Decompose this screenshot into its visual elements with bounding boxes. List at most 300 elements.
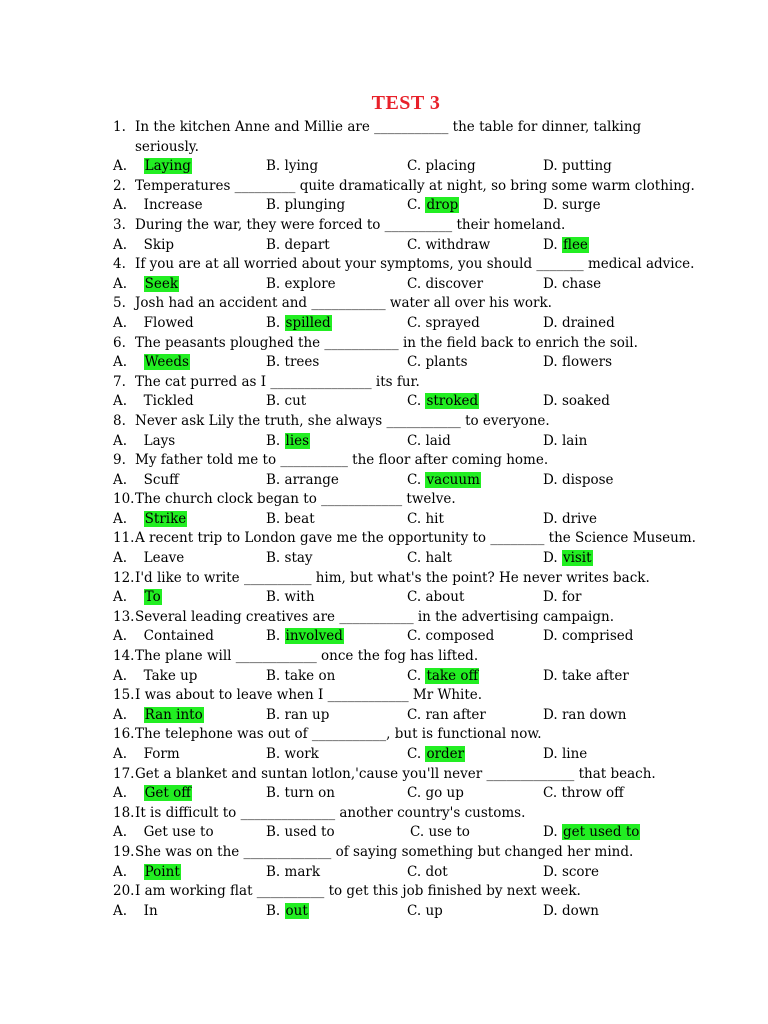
options-row xyxy=(113,236,763,256)
option-letter: D. xyxy=(543,667,558,684)
question-number: 2. xyxy=(113,177,126,194)
option-text: soaked xyxy=(561,393,610,410)
option-letter: B. xyxy=(266,863,281,880)
answer-option xyxy=(266,706,329,726)
option-text: In xyxy=(143,902,158,919)
answer-option xyxy=(266,588,315,608)
option-letter: C. xyxy=(407,275,422,292)
correct-answer: Seek xyxy=(144,275,179,292)
option-text: Form xyxy=(143,746,180,762)
answer-option xyxy=(543,627,633,647)
question-number: 16. xyxy=(113,726,135,743)
option-text: Lays xyxy=(143,432,176,449)
option-letter: B. xyxy=(266,785,281,802)
option-text: Skip xyxy=(143,236,175,253)
option-letter: C. xyxy=(407,510,422,527)
option-letter: D. xyxy=(543,628,558,645)
question-text: Temperatures _________ quite dramatically at night, so bring some warm clothing. xyxy=(135,177,695,194)
option-text: Take up xyxy=(143,667,198,684)
option-letter: B. xyxy=(266,314,281,331)
option-text: halt xyxy=(425,550,452,567)
option-letter: D. xyxy=(543,550,558,567)
option-text: mark xyxy=(284,863,320,880)
question-number: 5. xyxy=(113,295,126,312)
option-text: throw off xyxy=(561,785,624,802)
option-letter: A. xyxy=(113,393,128,410)
question-text: During the war, they were forced to __________ their homeland. xyxy=(135,216,566,233)
answer-option xyxy=(266,432,310,452)
answer-option xyxy=(113,471,179,491)
options-row xyxy=(113,353,763,373)
answer-option xyxy=(407,196,459,216)
option-text: use to xyxy=(428,824,470,841)
option-text: used to xyxy=(284,824,335,841)
question-number: 4. xyxy=(113,256,126,273)
question-text: I am working flat __________ to get this job finished by next week. xyxy=(135,883,581,900)
answer-option xyxy=(407,471,481,491)
question-text: If you are at all worried about your symptoms, you should _______ medical advice. xyxy=(135,256,695,273)
answer-option xyxy=(266,510,315,530)
option-letter: A. xyxy=(113,863,128,880)
option-letter: B. xyxy=(266,902,281,919)
answer-option xyxy=(113,588,162,608)
question-row xyxy=(113,647,763,667)
answer-option xyxy=(113,275,179,295)
options-row xyxy=(113,627,763,647)
answer-option xyxy=(407,510,444,530)
option-letter: B. xyxy=(266,236,281,253)
correct-answer: Ran into xyxy=(144,706,203,723)
correct-answer: To xyxy=(144,589,161,606)
option-text: take on xyxy=(284,667,336,684)
correct-answer: vacuum xyxy=(426,471,480,488)
answer-option xyxy=(113,510,187,530)
answer-option xyxy=(407,667,479,687)
question-text: Never ask Lily the truth, she always ___________ to everyone. xyxy=(135,412,550,429)
question-row xyxy=(113,118,763,138)
correct-answer: flee xyxy=(562,236,588,253)
options-row xyxy=(113,510,763,530)
answer-option xyxy=(543,510,597,530)
question-text: The church clock began to ____________ twelve. xyxy=(135,491,456,508)
correct-answer: order xyxy=(426,746,465,762)
question-number: 3. xyxy=(113,216,126,233)
answer-option xyxy=(266,392,306,412)
option-letter: D. xyxy=(543,393,558,410)
correct-answer: drop xyxy=(426,197,459,214)
option-text: with xyxy=(284,589,315,606)
question-text: seriously. xyxy=(135,138,199,155)
correct-answer: Laying xyxy=(144,158,191,175)
question-text: Several leading creatives are ___________ in the advertising campaign. xyxy=(135,608,614,625)
answer-option xyxy=(266,275,336,295)
option-letter: D. xyxy=(543,824,558,841)
answer-option xyxy=(543,588,582,608)
answer-option xyxy=(407,236,490,256)
answer-option xyxy=(543,432,587,452)
option-text: plants xyxy=(425,354,468,371)
options-row xyxy=(113,392,763,412)
option-letter: B. xyxy=(266,667,281,684)
option-text: arrange xyxy=(284,471,339,488)
question-row xyxy=(113,608,763,628)
correct-answer: stroked xyxy=(426,393,479,410)
option-text: score xyxy=(561,863,599,880)
page-title: TEST 3 xyxy=(371,92,441,114)
option-text: lain xyxy=(561,432,588,449)
answer-option xyxy=(266,236,330,256)
option-letter: B. xyxy=(266,393,281,410)
option-letter: C. xyxy=(407,589,422,606)
answer-option xyxy=(543,745,587,765)
options-row xyxy=(113,588,763,608)
options-row xyxy=(113,275,763,295)
option-letter: D. xyxy=(543,746,558,762)
option-text: about xyxy=(425,589,465,606)
options-row xyxy=(113,432,763,452)
correct-answer: Point xyxy=(144,863,180,880)
answer-option xyxy=(113,392,194,412)
option-text: placing xyxy=(425,158,476,175)
question-text: My father told me to __________ the floor after coming home. xyxy=(135,452,549,469)
option-letter: A. xyxy=(113,471,128,488)
option-letter: A. xyxy=(113,746,128,762)
answer-option xyxy=(113,627,214,647)
option-letter: D. xyxy=(543,471,558,488)
answer-option xyxy=(266,549,313,569)
question-number: 18. xyxy=(113,804,135,821)
option-letter: B. xyxy=(266,275,281,292)
option-text: line xyxy=(561,746,588,762)
options-row xyxy=(113,549,763,569)
answer-option xyxy=(113,706,204,726)
option-letter: B. xyxy=(266,824,281,841)
option-text: Tickled xyxy=(143,393,194,410)
option-letter: D. xyxy=(543,863,558,880)
option-letter: D. xyxy=(543,354,558,371)
question-row xyxy=(113,373,763,393)
question-row xyxy=(113,490,763,510)
option-text: cut xyxy=(284,393,307,410)
option-letter: A. xyxy=(113,197,128,214)
option-letter: A. xyxy=(113,432,128,449)
question-number: 1. xyxy=(113,119,126,135)
question-number: 13. xyxy=(113,608,135,625)
option-letter: D. xyxy=(543,197,558,214)
option-letter: C. xyxy=(407,314,422,331)
answer-option xyxy=(113,432,175,452)
question-number: 12. xyxy=(113,569,135,586)
question-text: Get a blanket and suntan lotlon,'cause you'll never _____________ that beach. xyxy=(135,765,656,782)
question-row xyxy=(113,843,763,863)
question-number: 19. xyxy=(113,843,135,860)
option-letter: D. xyxy=(543,314,558,331)
option-letter: C. xyxy=(407,863,422,880)
option-text: trees xyxy=(284,354,320,371)
option-text: laid xyxy=(425,432,451,449)
option-letter: C. xyxy=(407,432,422,449)
options-row xyxy=(113,863,763,883)
answer-option xyxy=(407,392,479,412)
option-text: go up xyxy=(425,785,464,802)
option-text: Contained xyxy=(143,628,214,645)
option-letter: B. xyxy=(266,158,281,175)
options-row xyxy=(113,745,763,765)
options-row xyxy=(113,823,763,843)
question-row xyxy=(113,255,763,275)
option-text: beat xyxy=(284,510,315,527)
option-letter: C. xyxy=(407,706,422,723)
question-row xyxy=(113,804,763,824)
question-number: 15. xyxy=(113,687,135,704)
correct-answer: visit xyxy=(562,550,592,567)
question-text: Josh had an accident and ___________ water all over his work. xyxy=(135,295,552,312)
answer-option xyxy=(543,353,612,373)
answer-option xyxy=(543,392,610,412)
answer-option xyxy=(543,823,640,843)
option-letter: C. xyxy=(410,824,425,841)
correct-answer: Weeds xyxy=(144,354,189,371)
correct-answer: Strike xyxy=(144,510,187,527)
option-text: ran after xyxy=(425,706,486,723)
option-text: drained xyxy=(561,314,615,331)
question-number: 8. xyxy=(113,412,126,429)
option-letter: C. xyxy=(407,667,422,684)
question-text: It is difficult to ______________ another country's customs. xyxy=(135,804,526,821)
option-letter: A. xyxy=(113,510,128,527)
option-letter: A. xyxy=(113,550,128,567)
option-text: ran up xyxy=(284,706,330,723)
answer-option xyxy=(113,863,181,883)
option-text: take after xyxy=(561,667,629,684)
question-list xyxy=(113,118,763,921)
option-text: Leave xyxy=(143,550,185,567)
correct-answer: Get off xyxy=(144,785,191,802)
answer-option xyxy=(113,667,197,687)
option-letter: D. xyxy=(543,902,558,919)
options-row xyxy=(113,706,763,726)
option-letter: A. xyxy=(113,628,128,645)
answer-option xyxy=(113,745,180,765)
option-letter: C. xyxy=(407,354,422,371)
answer-option xyxy=(407,157,476,177)
answer-option xyxy=(543,236,589,256)
option-text: up xyxy=(425,902,443,919)
option-letter: B. xyxy=(266,628,281,645)
question-row xyxy=(113,216,763,236)
option-letter: D. xyxy=(543,706,558,723)
question-text: The cat purred as I _______________ its fur. xyxy=(135,373,420,390)
answer-option xyxy=(266,784,335,804)
answer-option xyxy=(266,314,332,334)
options-row xyxy=(113,902,763,922)
answer-option xyxy=(407,784,464,804)
options-row xyxy=(113,667,763,687)
option-text: Increase xyxy=(143,197,203,214)
option-letter: A. xyxy=(113,354,128,371)
answer-option xyxy=(543,314,615,334)
question-number: 14. xyxy=(113,648,135,665)
answer-option xyxy=(266,471,339,491)
option-text: explore xyxy=(284,275,336,292)
option-letter: C. xyxy=(407,902,422,919)
options-row xyxy=(113,471,763,491)
answer-option xyxy=(113,314,194,334)
question-row xyxy=(113,412,763,432)
option-text: comprised xyxy=(561,628,634,645)
option-letter: C. xyxy=(407,471,422,488)
option-letter: D. xyxy=(543,589,558,606)
answer-option xyxy=(407,432,451,452)
option-text: discover xyxy=(425,275,484,292)
options-row xyxy=(113,784,763,804)
option-letter: C. xyxy=(407,785,422,802)
question-row xyxy=(113,334,763,354)
question-row xyxy=(113,138,763,158)
answer-option xyxy=(407,745,465,765)
option-letter: B. xyxy=(266,471,281,488)
correct-answer: out xyxy=(285,902,308,919)
option-text: surge xyxy=(561,197,601,214)
answer-option xyxy=(543,196,601,216)
answer-option xyxy=(407,314,480,334)
option-letter: C. xyxy=(407,746,422,762)
answer-option xyxy=(407,863,448,883)
option-letter: A. xyxy=(113,275,128,292)
option-text: down xyxy=(561,902,599,919)
question-number: 17. xyxy=(113,765,135,782)
option-text: composed xyxy=(425,628,495,645)
option-text: dot xyxy=(425,863,448,880)
option-text: for xyxy=(561,589,582,606)
answer-option xyxy=(543,863,599,883)
answer-option xyxy=(543,706,626,726)
answer-option xyxy=(113,823,214,843)
answer-option xyxy=(266,667,335,687)
option-text: ran down xyxy=(561,706,627,723)
answer-option xyxy=(407,549,452,569)
question-text: She was on the _____________ of saying something but changed her mind. xyxy=(135,843,634,860)
answer-option xyxy=(113,902,158,922)
question-number: 7. xyxy=(113,373,126,390)
option-letter: A. xyxy=(113,824,128,841)
question-row xyxy=(113,569,763,589)
options-row xyxy=(113,196,763,216)
option-letter: C. xyxy=(407,628,422,645)
answer-option xyxy=(543,667,629,687)
answer-option xyxy=(266,353,319,373)
option-letter: C. xyxy=(543,785,558,802)
option-letter: D. xyxy=(543,236,558,253)
correct-answer: spilled xyxy=(285,314,331,331)
answer-option xyxy=(543,784,624,804)
answer-option xyxy=(113,236,174,256)
options-row xyxy=(113,314,763,334)
answer-option xyxy=(407,275,483,295)
option-letter: B. xyxy=(266,550,281,567)
options-row xyxy=(113,157,763,177)
answer-option xyxy=(113,353,190,373)
correct-answer: lies xyxy=(285,432,310,449)
answer-option xyxy=(113,196,203,216)
option-letter: A. xyxy=(113,314,128,331)
question-row xyxy=(113,177,763,197)
option-letter: A. xyxy=(113,236,128,253)
option-letter: A. xyxy=(113,902,128,919)
option-text: stay xyxy=(284,550,313,567)
question-text: In the kitchen Anne and Millie are ___________ the table for dinner, talking xyxy=(135,119,642,135)
option-letter: C. xyxy=(407,393,422,410)
question-row xyxy=(113,529,763,549)
option-letter: B. xyxy=(266,354,281,371)
question-text: A recent trip to London gave me the opportunity to ________ the Science Museum. xyxy=(135,530,696,547)
question-text: The telephone was out of ___________, but is functional now. xyxy=(135,726,542,743)
question-number: 6. xyxy=(113,334,126,351)
question-number: 20. xyxy=(113,883,135,900)
option-letter: A. xyxy=(113,785,128,802)
question-row xyxy=(113,686,763,706)
question-row xyxy=(113,451,763,471)
question-number: 11. xyxy=(113,530,135,547)
option-text: work xyxy=(284,746,319,762)
answer-option xyxy=(407,902,443,922)
answer-option xyxy=(407,588,464,608)
option-text: hit xyxy=(425,510,444,527)
answer-option xyxy=(407,627,494,647)
option-letter: C. xyxy=(407,236,422,253)
option-text: drive xyxy=(561,510,597,527)
option-letter: B. xyxy=(266,432,281,449)
correct-answer: involved xyxy=(285,628,343,645)
option-letter: A. xyxy=(113,706,128,723)
option-letter: D. xyxy=(543,510,558,527)
answer-option xyxy=(407,706,486,726)
option-text: lying xyxy=(284,158,319,175)
option-text: plunging xyxy=(284,197,346,214)
question-text: The plane will ____________ once the fog has lifted. xyxy=(135,648,479,665)
option-letter: C. xyxy=(407,550,422,567)
correct-answer: get used to xyxy=(562,824,640,841)
answer-option xyxy=(266,157,318,177)
answer-option xyxy=(113,784,192,804)
option-text: chase xyxy=(561,275,602,292)
answer-option xyxy=(407,353,468,373)
answer-option xyxy=(543,902,599,922)
question-row xyxy=(113,765,763,785)
correct-answer: take off xyxy=(426,667,479,684)
option-text: depart xyxy=(284,236,330,253)
answer-option xyxy=(543,275,601,295)
answer-option xyxy=(543,549,593,569)
answer-option xyxy=(543,471,614,491)
answer-option xyxy=(266,196,345,216)
question-number: 9. xyxy=(113,452,126,469)
question-row xyxy=(113,294,763,314)
answer-option xyxy=(113,157,192,177)
question-text: I'd like to write __________ him, but what's the point? He never writes back. xyxy=(135,569,650,586)
question-text: The peasants ploughed the ___________ in the field back to enrich the soil. xyxy=(135,334,638,351)
option-text: flowers xyxy=(561,354,612,371)
question-number: 10. xyxy=(113,491,135,508)
option-letter: B. xyxy=(266,197,281,214)
answer-option xyxy=(113,549,184,569)
answer-option xyxy=(266,902,309,922)
option-text: putting xyxy=(561,158,612,175)
option-letter: B. xyxy=(266,746,281,762)
option-text: sprayed xyxy=(425,314,480,331)
option-letter: D. xyxy=(543,432,558,449)
option-letter: B. xyxy=(266,706,281,723)
